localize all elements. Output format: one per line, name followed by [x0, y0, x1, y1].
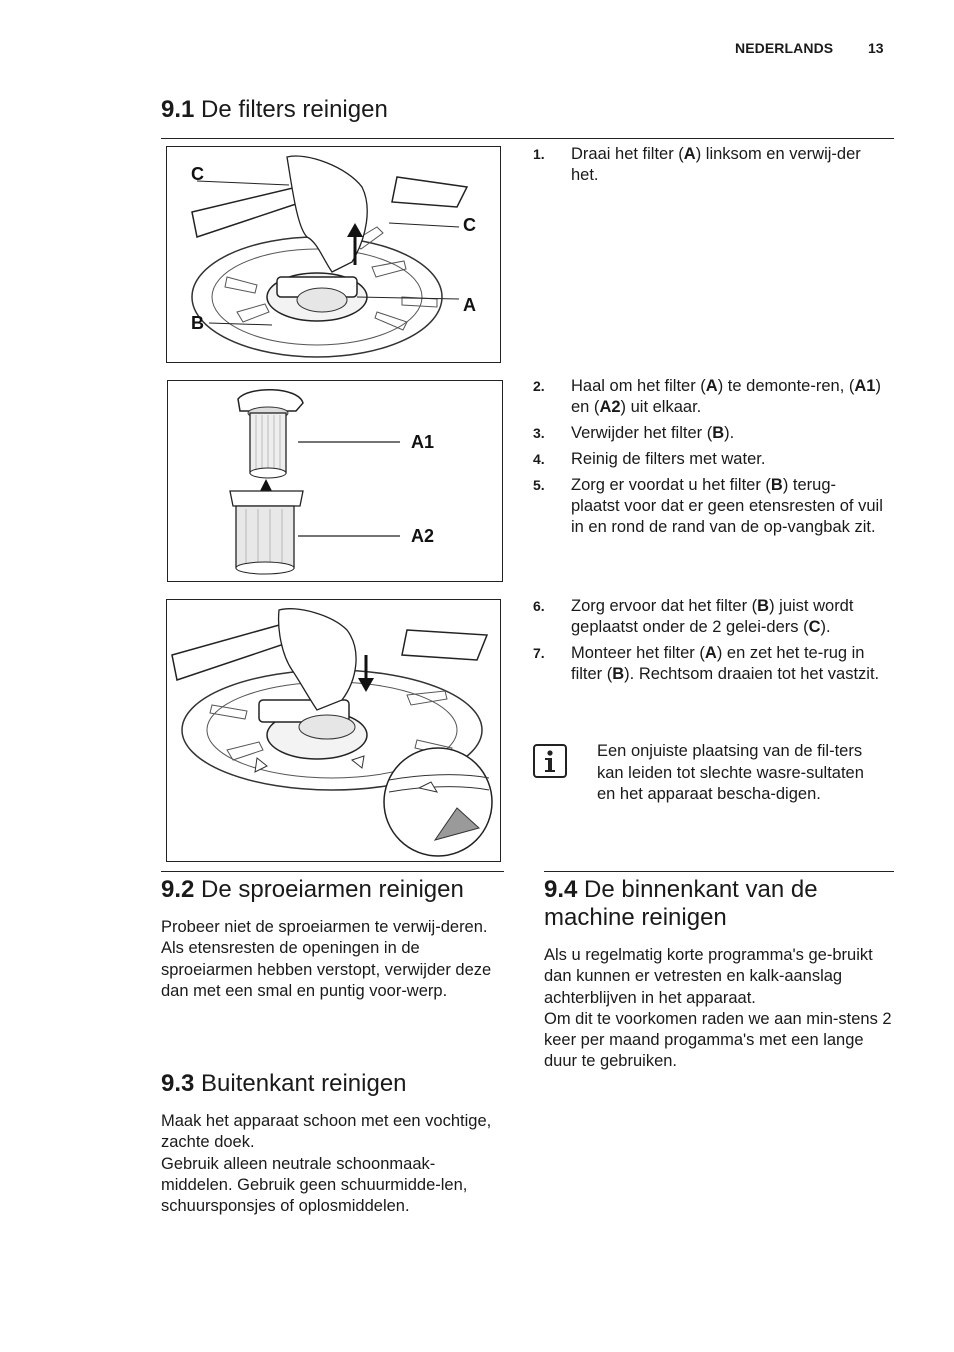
section-rule-9-4: [544, 871, 894, 872]
steps-group-3: [533, 596, 883, 690]
section-title: De filters reinigen: [201, 96, 388, 123]
step-6: 6. Zorg ervoor dat het filter (B) juist wordt geplaatst onder de 2 gelei-ders (C).: [533, 597, 854, 636]
figure1-label-b: B: [191, 313, 204, 333]
figure2-label-a2: A2: [411, 526, 435, 546]
figure2-label-a1: A1: [411, 432, 435, 452]
section-9-4-body: Als u regelmatig korte programma's ge-bruikt dan kunnen er vetresten en kalk-aanslag achterblijven in het apparaat. Om dit te voorkomen raden we aan min-stens 2 keer per maand progamma's met een lange duur te gebruiken.: [544, 946, 892, 1071]
steps-group-1: [533, 144, 883, 191]
section-9-2-heading: 9.2 De sproeiarmen reinigen: [161, 876, 464, 903]
section-9-4-heading: 9.4 De binnenkant van de machine reinigen: [544, 876, 818, 931]
section-9-1-heading: [161, 96, 388, 124]
figure1-label-c-right: C: [463, 215, 476, 235]
figure1-label-a: A: [463, 295, 476, 315]
figure1-label-c-left: C: [191, 164, 204, 184]
section-rule-9-2: [161, 871, 504, 872]
section-rule: [161, 138, 894, 139]
step-2: 2. Haal om het filter (A) te demonte-ren, (A1) en (A2) uit elkaar.: [533, 377, 881, 416]
figure-filter-removal: [166, 146, 501, 363]
step-4: 4. Reinig de filters met water.: [533, 450, 766, 468]
section-9-3-heading: 9.3 Buitenkant reinigen: [161, 1070, 407, 1097]
figure-filter-install: [166, 599, 501, 862]
step-3: 3. Verwijder het filter (B).: [533, 424, 735, 442]
page-number: 13: [868, 40, 884, 56]
section-9-3-body: Maak het apparaat schoon met een vochtige, zachte doek. Gebruik alleen neutrale schoonmaak-middelen. Gebruik geen schuurmidde-len, schuursponsjes of oplosmiddelen.: [161, 1112, 492, 1216]
step-1: 1. Draai het filter (A) linksom en verwij-der het.: [533, 145, 861, 184]
section-number: 9.1: [161, 96, 195, 123]
step-5: 5. Zorg er voordat u het filter (B) terug-plaatst voor dat er geen etensresten of vuil in en rond de rand van de op-vangbak zit.: [533, 476, 883, 536]
figure-filter-parts: [167, 380, 503, 582]
section-9-2-body: Probeer niet de sproeiarmen te verwij-deren. Als etensresten de openingen in de sproeiarmen hebben verstopt, verwijder deze dan met een smal en puntig voor-werp.: [161, 918, 492, 1000]
header-language: NEDERLANDS: [735, 40, 834, 56]
info-note: Een onjuiste plaatsing van de fil-ters kan leiden tot slechte wasre-sultaten en het apparaat bescha-digen.: [597, 742, 864, 803]
step-7: 7. Monteer het filter (A) en zet het te-rug in filter (B). Rechtsom draaien tot het vastzit.: [533, 644, 880, 683]
info-icon: [533, 744, 567, 778]
steps-group-2: [533, 376, 883, 543]
